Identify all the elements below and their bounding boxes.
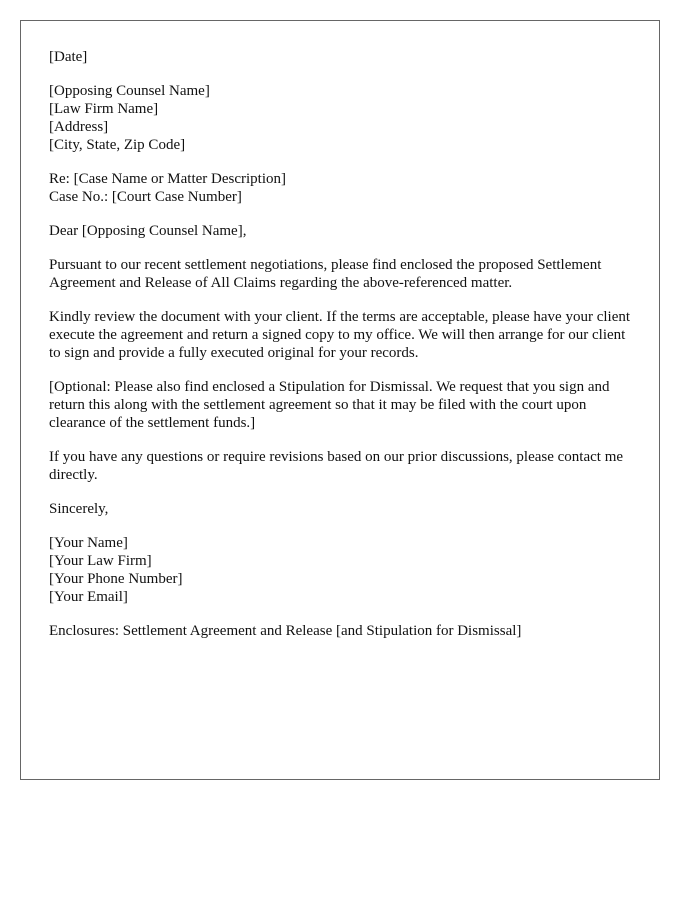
salutation-block bbox=[49, 222, 639, 240]
signature-phone: [Your Phone Number] bbox=[49, 571, 183, 587]
recipient-block bbox=[49, 82, 639, 154]
reference-block bbox=[49, 170, 639, 206]
date-block bbox=[49, 48, 639, 66]
signature-email: [Your Email] bbox=[49, 589, 128, 605]
recipient-firm: [Law Firm Name] bbox=[49, 101, 159, 117]
letter-date: [Date] bbox=[49, 49, 88, 65]
paragraph-text: If you have any questions or require revisions based on our prior discussions, please contact me directly. bbox=[49, 449, 624, 483]
signature-firm: [Your Law Firm] bbox=[49, 553, 152, 569]
recipient-address: [Address] bbox=[49, 119, 109, 135]
paragraph-text: Pursuant to our recent settlement negotiations, please find enclosed the proposed Settlement Agreement and Release of All Claims regarding the above-referenced matter. bbox=[49, 257, 602, 291]
paragraph-text: [Optional: Please also find enclosed a Stipulation for Dismissal. We request that you sign and return this along with the settlement agreement so that it may be filed with the court upon clearance of the settlement funds.] bbox=[49, 379, 610, 431]
enclosures: Enclosures: Settlement Agreement and Release [and Stipulation for Dismissal] bbox=[49, 623, 522, 639]
salutation: Dear [Opposing Counsel Name], bbox=[49, 223, 247, 239]
paragraph-2 bbox=[49, 308, 639, 362]
recipient-name: [Opposing Counsel Name] bbox=[49, 83, 210, 99]
paragraph-4 bbox=[49, 448, 639, 484]
enclosures-block bbox=[49, 622, 639, 640]
recipient-city-state-zip: [City, State, Zip Code] bbox=[49, 137, 186, 153]
paragraph-1 bbox=[49, 256, 639, 292]
letter-body bbox=[49, 48, 639, 656]
signature-name: [Your Name] bbox=[49, 535, 128, 551]
re-line: Re: [Case Name or Matter Description] bbox=[49, 171, 287, 187]
case-number-line: Case No.: [Court Case Number] bbox=[49, 189, 242, 205]
paragraph-3 bbox=[49, 378, 639, 432]
letter-page bbox=[20, 20, 660, 780]
closing: Sincerely, bbox=[49, 501, 109, 517]
closing-block bbox=[49, 500, 639, 518]
paragraph-text: Kindly review the document with your client. If the terms are acceptable, please have your client execute the agreement and return a signed copy to my office. We will then arrange for our client to sign and provide a fully executed original for your records. bbox=[49, 309, 631, 361]
signature-block bbox=[49, 534, 639, 606]
